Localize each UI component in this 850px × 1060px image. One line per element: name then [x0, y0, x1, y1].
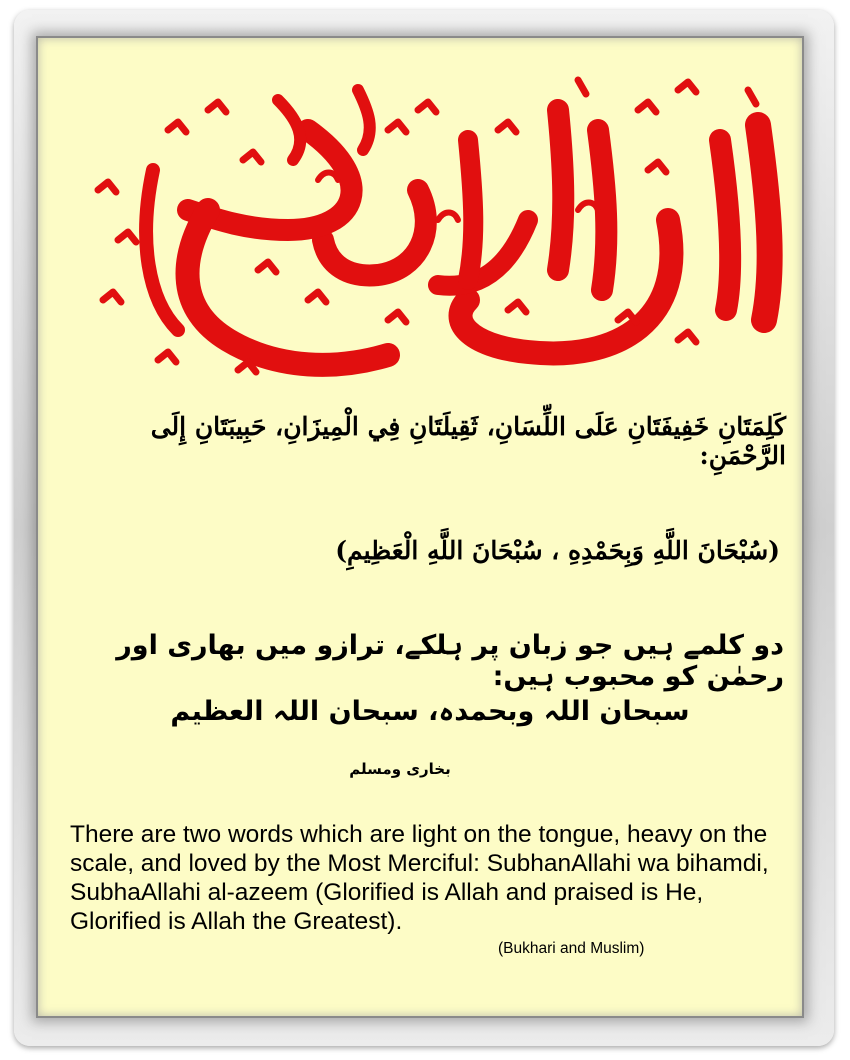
arabic-hadith-phrases: (سُبْحَانَ اللَّهِ وَبِحَمْدِهِ ، سُبْحَانَ اللَّهِ الْعَظِيمِ) — [335, 536, 780, 565]
urdu-translation-line2: سبحان اللہ وبحمدہ، سبحان اللہ العظیم — [170, 696, 690, 727]
arabic-hadith-intro: كَلِمَتَانِ خَفِيفَتَانِ عَلَى اللِّسَانِ، ثَقِيلَتَانِ فِي الْمِيزَانِ، حَبِيبَتَانِ إِلَى الرَّحْمَنِ: — [150, 412, 786, 470]
urdu-reference: بخاری ومسلم — [349, 760, 451, 778]
salam-calligraphy-logo — [58, 70, 792, 390]
english-reference: (Bukhari and Muslim) — [498, 940, 645, 957]
urdu-translation-line1: دو کلمے ہیں جو زبان پر ہلکے، ترازو میں بھاری اور رحمٰن کو محبوب ہیں: — [116, 630, 784, 692]
english-translation: There are two words which are light on the tongue, heavy on the scale, and loved by the Most Merciful: SubhanAllahi wa bihamdi, SubhaAllahi al-azeem (Glorified is Allah and praised is He, Glorified is Allah the Greatest). — [70, 821, 769, 935]
